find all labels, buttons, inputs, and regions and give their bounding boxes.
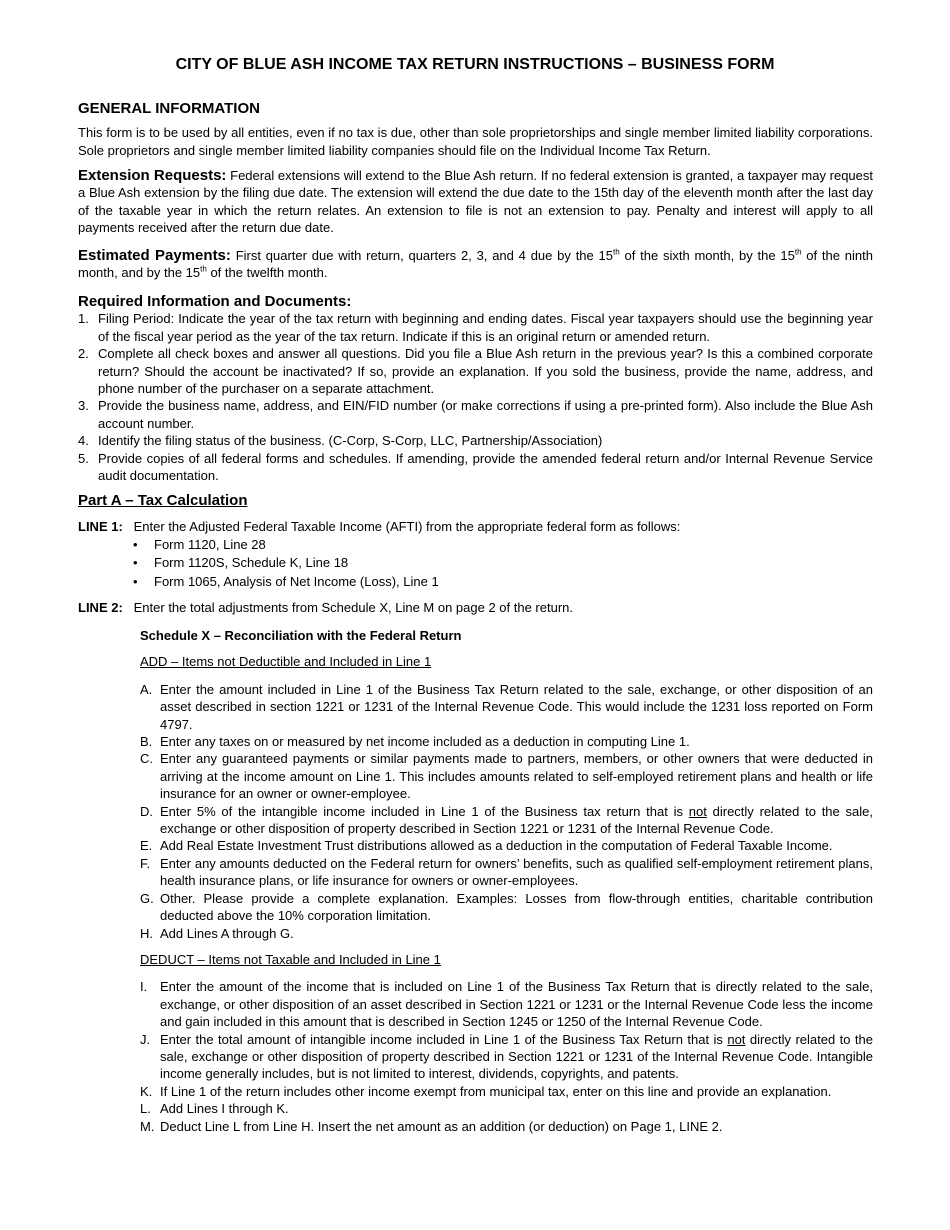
general-information-text: This form is to be used by all entities, even if no tax is due, other than sole proprietorships and single member limited liability corporations. Sole proprietors and single member limited liability companies should file on the Individual Income Tax Return.	[78, 125, 873, 158]
schedule-x-section	[140, 627, 873, 1135]
item-text: Enter the amount included in Line 1 of the Business Tax Return related to the sale, exchange, or other disposition of an asset described in section 1221 or 1231 of the Internal Revenue Code. This would include the 1231 loss reported on Form 4797.	[160, 681, 873, 732]
deduct-items-list	[140, 978, 873, 1135]
required-item	[78, 432, 873, 449]
deduct-item	[140, 978, 873, 1030]
item-text: Enter the amount of the income that is included on Line 1 of the Business Tax Return that is directly related to the sale, exchange, or other disposition of an asset described in Section 1221 or 1231 or the Internal Revenue Code less the income and gain included in this amount that is described in Section 1245 or 1250 of the Internal Revenue Code.	[160, 979, 873, 1030]
item-marker: B.	[140, 734, 153, 750]
item-text: Enter 5% of the intangible income included in Line 1 of the Business tax return that is	[160, 803, 689, 819]
schedule-x-heading: Schedule X – Reconciliation with the Federal Return	[140, 628, 462, 643]
add-item	[140, 925, 873, 942]
item-text: Enter any guaranteed payments or similar payments made to partners, members, or other owners that were deducted in arriving at the income amount on Line 1. This includes amounts related to self-employed retirement plans and health or life insurance for an owner or owner-employee.	[160, 751, 873, 802]
add-items-list	[140, 681, 873, 942]
general-information-section	[78, 100, 873, 159]
estimated-payments-paragraph: Estimated Payments: First quarter due with return, quarters 2, 3, and 4 due by the 15th of the sixth month, by the 15th of the ninth month, and by the 15th of the twelfth month.	[78, 247, 873, 281]
item-text: Enter any amounts deducted on the Federal return for owners’ benefits, such as qualified self-employment retirement plans, health insurance plans, or life insurance for owners or owner-employees.	[160, 855, 873, 889]
item-marker: H.	[140, 925, 153, 941]
required-item	[78, 450, 873, 485]
item-text: Provide the business name, address, and EIN/FID number (or make corrections if using a pre-printed form). Also include the Blue Ash account number.	[98, 398, 873, 431]
deduct-item	[140, 1100, 873, 1117]
bullet-icon: •	[133, 536, 138, 552]
add-item	[140, 837, 873, 854]
federal-form-list	[78, 536, 873, 592]
add-item	[140, 890, 873, 925]
required-information-section	[78, 293, 873, 484]
item-text: Filing Period: Indicate the year of the tax return with beginning and ending dates. Fiscal year taxpayers should use the beginning year of the fiscal year period as the year of the tax return. Indicate if this is an original return or amended return.	[98, 311, 873, 344]
item-marker: I.	[140, 979, 148, 995]
line-1-label: LINE 1:	[78, 519, 123, 535]
line-2-label: LINE 2:	[78, 600, 123, 616]
item-text: Form 1120, Line 28	[154, 536, 266, 552]
item-emphasis: not	[688, 803, 707, 819]
add-item	[140, 803, 873, 838]
item-marker: G.	[140, 890, 154, 906]
item-marker: 1.	[78, 311, 89, 327]
extension-requests-text: Federal extensions will extend to the Blue Ash return. If no federal extension is granted, a taxpayer may request a Blue Ash extension by the filing due date. The extension will extend the due date to the 15th day of the eleventh month after the last day of the taxable year in which the return relates. An extension to file is not an extension to pay. Penalty and interest will apply to all payments received after the return due date.	[78, 168, 873, 236]
item-text: Form 1120S, Schedule K, Line 18	[154, 555, 349, 571]
line-2-text: Enter the total adjustments from Schedule X, Line M on page 2 of the return.	[133, 600, 574, 616]
item-text: Enter any taxes on or measured by net income included as a deduction in computing Line 1.	[160, 734, 690, 750]
extension-requests-paragraph	[78, 167, 873, 237]
add-item	[140, 855, 873, 890]
item-text: Identify the filing status of the business. (C-Corp, S-Corp, LLC, Partnership/Association)	[98, 433, 603, 449]
item-text: Add Lines I through K.	[160, 1101, 289, 1117]
required-item	[78, 397, 873, 432]
required-item	[78, 345, 873, 397]
item-text: Enter the total amount of intangible income included in Line 1 of the Business Tax Return that is	[160, 1031, 728, 1047]
item-text: Add Real Estate Investment Trust distributions allowed as a deduction in the computation of Federal Taxable Income.	[160, 838, 833, 854]
federal-form-item	[78, 536, 873, 555]
required-information-heading: Required Information and Documents:	[78, 293, 352, 310]
line-1-text: Enter the Adjusted Federal Taxable Income (AFTI) from the appropriate federal form as follows:	[133, 519, 681, 535]
bullet-icon: •	[133, 555, 138, 571]
estimated-payments-lead: Estimated Payments:	[78, 247, 231, 264]
item-text: Form 1065, Analysis of Net Income (Loss), Line 1	[154, 573, 439, 589]
item-marker: 4.	[78, 433, 89, 449]
extension-requests-lead: Extension Requests:	[78, 167, 227, 184]
item-text: Complete all check boxes and answer all questions. Did you file a Blue Ash return in the previous year? Is this a combined corporate return? Should the account be inactivated? If so, provide an explanation. If you sold the business, provide the name, address, and phone number of the purchaser on a separate attachment.	[98, 346, 873, 397]
item-text: Other. Please provide a complete explanation. Examples: Losses from flow-through entities, charitable contribution deducted above the 10% corporation limitation.	[160, 890, 873, 924]
part-a-section	[78, 492, 873, 617]
item-text: Provide copies of all federal forms and schedules. If amending, provide the amended federal return and/or Internal Revenue Service audit documentation.	[98, 450, 873, 484]
item-marker: D.	[140, 803, 153, 819]
item-marker: E.	[140, 838, 153, 854]
part-a-heading: Part A – Tax Calculation	[78, 492, 248, 509]
add-item	[140, 681, 873, 733]
bullet-icon: •	[133, 573, 138, 589]
item-marker: L.	[140, 1101, 151, 1117]
item-marker: A.	[140, 681, 153, 697]
add-item	[140, 750, 873, 802]
line-1-row	[78, 518, 873, 535]
item-text: Deduct Line L from Line H. Insert the net amount as an addition (or deduction) on Page 1, LINE 2.	[160, 1118, 723, 1134]
line-2-row	[78, 599, 873, 616]
item-marker: K.	[140, 1083, 153, 1099]
federal-form-item	[78, 573, 873, 592]
item-text: If Line 1 of the return includes other income exempt from municipal tax, enter on this line and provide an explanation.	[160, 1083, 832, 1099]
deduct-item	[140, 1083, 873, 1100]
item-marker: M.	[140, 1118, 155, 1134]
deduct-item	[140, 1118, 873, 1135]
required-information-list	[78, 310, 873, 484]
item-marker: 2.	[78, 346, 89, 362]
document-title: CITY OF BLUE ASH INCOME TAX RETURN INSTRUCTIONS – BUSINESS FORM	[175, 56, 775, 73]
deduct-item	[140, 1031, 873, 1083]
general-information-heading: GENERAL INFORMATION	[78, 100, 260, 117]
item-marker: 3.	[78, 398, 89, 414]
item-text: directly related to the sale, exchange or other disposition of property described in Section 1221 or 1231 of the Internal Revenue Code.	[160, 803, 873, 837]
item-marker: C.	[140, 751, 153, 767]
item-emphasis: not	[727, 1031, 746, 1047]
federal-form-item	[78, 554, 873, 573]
item-marker: 5.	[78, 450, 89, 466]
item-text: directly related to the sale, exchange or other disposition of property described in Section 1221 or 1231 of the Internal Revenue Code. Intangible income generally includes, but is not limited to interest, dividends, copyrights, and patents.	[160, 1031, 873, 1082]
deduct-heading: DEDUCT – Items not Taxable and Included in Line 1	[140, 951, 441, 967]
required-item	[78, 310, 873, 345]
add-item	[140, 733, 873, 750]
item-marker: F.	[140, 855, 151, 871]
item-text: Add Lines A through G.	[160, 925, 294, 941]
item-marker: J.	[140, 1031, 151, 1047]
add-heading: ADD – Items not Deductible and Included in Line 1	[140, 654, 432, 670]
